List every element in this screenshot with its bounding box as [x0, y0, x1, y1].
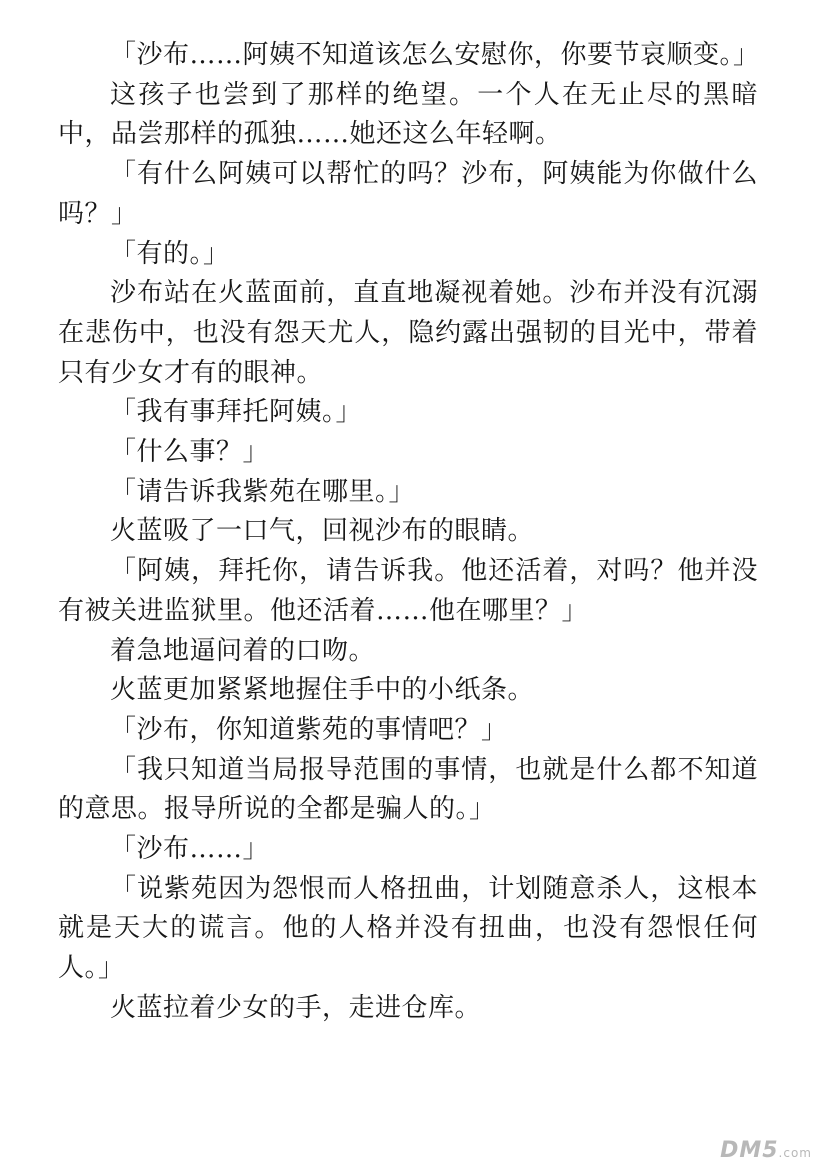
site-watermark	[720, 1138, 812, 1163]
paragraph: 「阿姨，拜托你，请告诉我。他还活着，对吗？他并没有被关进监狱里。他还活着……他在哪里？」	[58, 556, 758, 626]
paragraph: 火蓝拉着少女的手，走进仓库。	[110, 992, 482, 1023]
document-body	[58, 36, 758, 1029]
paragraph: 「我只知道当局报导范围的事情，也就是什么都不知道的意思。报导所说的全都是骗人的。」	[58, 754, 758, 825]
paragraph: 着急地逼问着的口吻。	[110, 635, 376, 666]
paragraph: 火蓝更加紧紧地握住手中的小纸条。	[110, 675, 535, 706]
watermark-main: DM5	[720, 1138, 779, 1163]
paragraph: 「有什么阿姨可以帮忙的吗？沙布，阿姨能为你做什么吗？」	[58, 159, 758, 229]
paragraph: 这孩子也尝到了那样的绝望。一个人在无止尽的黑暗中，品尝那样的孤独……她还这么年轻啊。	[58, 79, 758, 150]
paragraph: 「沙布……阿姨不知道该怎么安慰你，你要节哀顺变。」	[110, 40, 760, 70]
paragraph: 「我有事拜托阿姨。」	[110, 397, 363, 428]
paragraph: 「沙布，你知道紫苑的事情吧？」	[110, 714, 508, 745]
paragraph: 「说紫苑因为怨恨而人格扭曲，计划随意杀人，这根本就是天大的谎言。他的人格并没有扭曲，也没有怨恨任何人。」	[58, 873, 758, 984]
paragraph: 「有的。」	[110, 238, 230, 269]
paragraph: 沙布站在火蓝面前，直直地凝视着她。沙布并没有沉溺在悲伤中，也没有怨天尤人，隐约露出强韧的目光中，带着只有少女才有的眼神。	[58, 278, 758, 388]
watermark-suffix: .com	[778, 1146, 812, 1160]
paragraph: 「沙布……」	[110, 834, 270, 865]
paragraph: 火蓝吸了一口气，回视沙布的眼睛。	[110, 516, 535, 547]
paragraph: 「什么事？」	[110, 437, 270, 468]
paragraph: 「请告诉我紫苑在哪里。」	[110, 476, 416, 507]
